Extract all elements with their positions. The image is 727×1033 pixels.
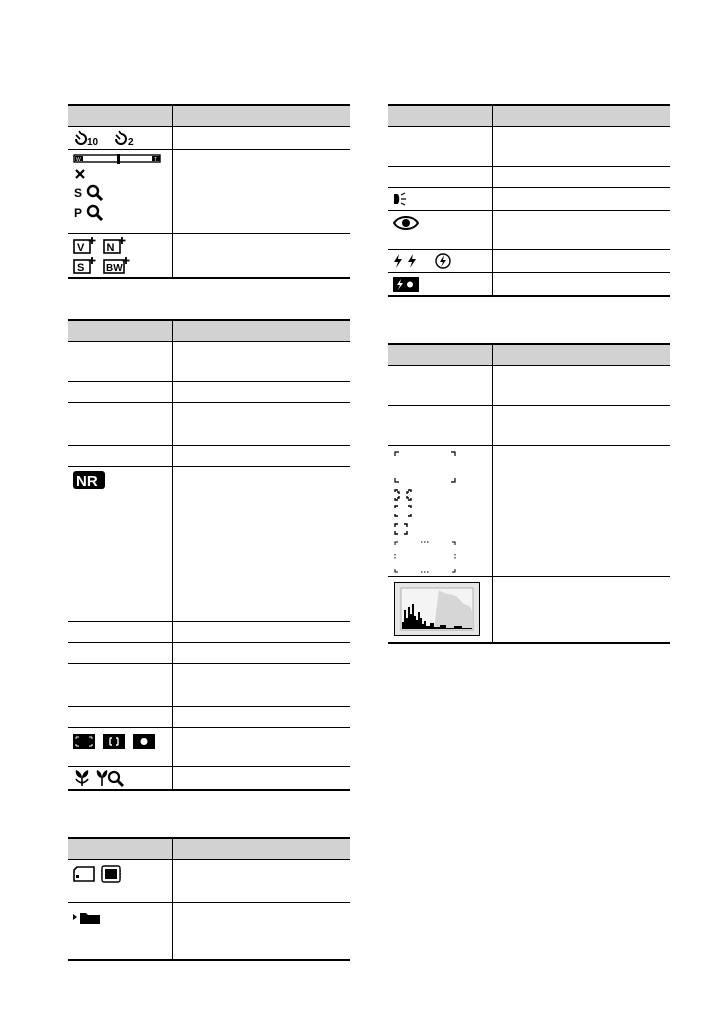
table-row-recording-media (68, 860, 350, 903)
svg-text:W: W (76, 157, 81, 163)
svg-text:P: P (74, 206, 83, 220)
svg-text:N: N (106, 242, 115, 254)
spot-af-frame-icon (393, 504, 413, 518)
black-white-mode-icon (103, 257, 131, 274)
table-row-self-timer (68, 127, 350, 150)
flash-charging-icon (393, 277, 419, 292)
table-header-row (388, 344, 670, 366)
table-row-flash-charging (388, 273, 670, 297)
table-header-row (68, 105, 350, 127)
face-detection-af-frame-icon (393, 540, 457, 574)
natural-mode-icon (103, 237, 127, 254)
flash-auto-icon (393, 254, 403, 268)
table-row (68, 622, 350, 643)
table-row (68, 446, 350, 467)
table-row (68, 707, 350, 728)
svg-text:BW: BW (106, 263, 123, 274)
table-row-red-eye (388, 211, 670, 250)
table-row (68, 643, 350, 664)
internal-memory-icon (101, 865, 121, 883)
zoom-scale-icon (73, 153, 167, 165)
table-header-row (68, 838, 350, 860)
flash-off-icon (435, 253, 451, 269)
table-row (68, 382, 350, 403)
table-row-folder (68, 903, 350, 960)
table-row-flash-mode (388, 250, 670, 273)
center-weighted-metering-icon (103, 734, 125, 749)
table-row (388, 406, 670, 446)
table-storage (68, 837, 350, 961)
memory-card-icon (73, 866, 95, 882)
close-focus-icon (95, 769, 127, 787)
svg-text:V: V (77, 242, 85, 254)
table-row-noise-reduction (68, 467, 350, 622)
table-row (388, 127, 670, 167)
table-row-dro (68, 234, 350, 279)
table-row-macro (68, 767, 350, 791)
table-header-row (68, 320, 350, 342)
svg-text:2: 2 (128, 137, 134, 146)
table-row (68, 342, 350, 382)
multi-point-af-frame-icon (393, 450, 457, 484)
af-illuminator-icon (393, 192, 407, 206)
red-eye-reduction-icon (393, 215, 419, 231)
table-row (388, 167, 670, 188)
flexible-spot-af-frame-icon (393, 522, 409, 536)
center-af-frame-icon (393, 488, 413, 502)
svg-text:NR: NR (76, 473, 98, 489)
table-flash-settings (388, 104, 670, 297)
svg-text:T: T (154, 157, 158, 163)
vivid-mode-icon (73, 237, 97, 254)
table-shooting-status (68, 104, 350, 279)
table-row-af-illuminator (388, 188, 670, 211)
svg-text:S: S (74, 186, 83, 200)
noise-reduction-icon (73, 471, 105, 489)
flash-on-icon (407, 254, 417, 268)
table-row-histogram (388, 577, 670, 643)
self-timer-10-icon (73, 130, 109, 146)
table-row (68, 403, 350, 446)
svg-text:S: S (77, 262, 85, 274)
histogram-icon (394, 582, 480, 636)
svg-text:10: 10 (87, 137, 99, 146)
smart-zoom-icon (73, 183, 167, 201)
table-shooting-settings (68, 319, 350, 791)
multi-metering-icon (73, 734, 95, 749)
cross-icon (73, 167, 167, 181)
spot-metering-icon (133, 734, 155, 749)
table-row-metering-mode (68, 728, 350, 767)
folder-icon (73, 911, 101, 925)
table-row-zoom (68, 150, 350, 234)
sepia-mode-icon (73, 257, 97, 274)
table-row-af-range-frames (388, 446, 670, 577)
precision-zoom-icon (73, 203, 167, 221)
table-row (68, 664, 350, 707)
table-header-row (388, 105, 670, 127)
table-row (388, 366, 670, 406)
table-focus-histogram (388, 343, 670, 644)
macro-icon (73, 769, 91, 787)
self-timer-2-icon (113, 130, 143, 146)
